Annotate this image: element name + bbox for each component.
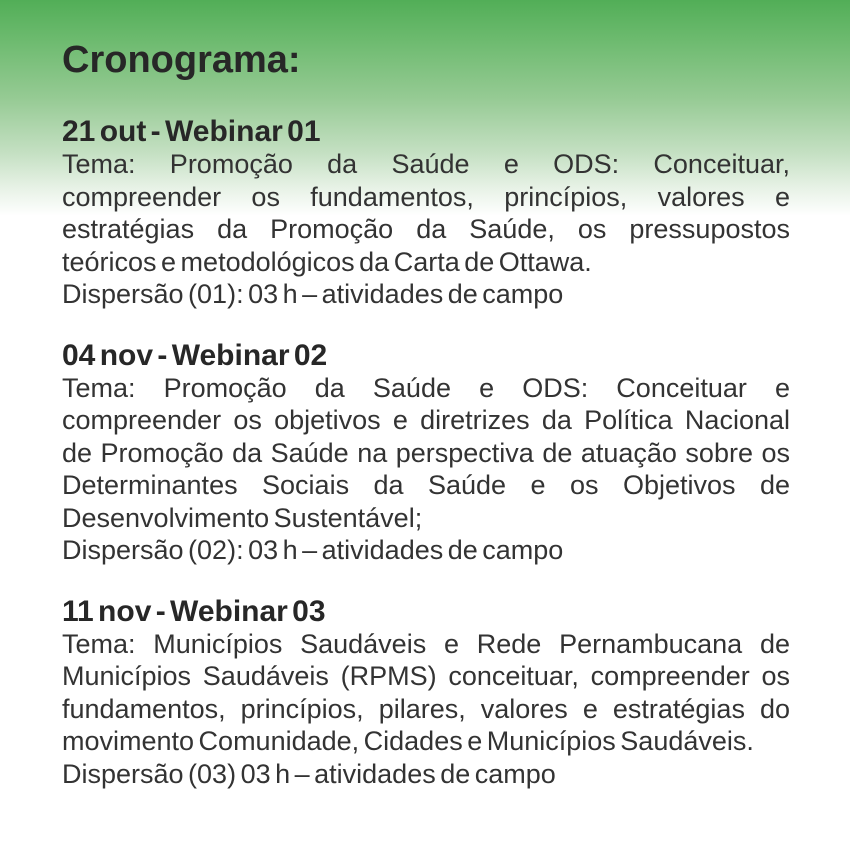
webinar-3-dispersion-line: Dispersão (03) 03 h – atividades de campo bbox=[62, 758, 556, 789]
webinar-1-theme-paragraph bbox=[62, 148, 790, 278]
theme-text-line: Tema: Municípios Saudáveis e Rede Pernambucana de bbox=[62, 628, 790, 659]
webinar-2-dispersion-line: Dispersão (02): 03 h – atividades de campo bbox=[62, 535, 564, 565]
theme-text-line: Desenvolvimento Sustentável; bbox=[62, 502, 423, 533]
webinar-1-date-heading: 21 out - Webinar 01 bbox=[62, 115, 321, 148]
theme-text-line: movimento Comunidade, Cidades e Municípios Saudáveis. bbox=[62, 726, 754, 756]
theme-text-line: fundamentos, princípios, pilares, valores e estratégias do bbox=[62, 693, 790, 724]
theme-text-line: compreender os fundamentos, princípios, valores e bbox=[62, 181, 790, 212]
webinar-2-theme-paragraph bbox=[62, 372, 790, 535]
webinar-3-theme-paragraph bbox=[62, 628, 790, 758]
theme-text-line: teóricos e metodológicos da Carta de Ottawa. bbox=[62, 246, 592, 277]
webinar-section-2 bbox=[62, 339, 790, 567]
webinar-1-dispersion-line: Dispersão (01): 03 h – atividades de campo bbox=[62, 279, 564, 309]
theme-text-line: Tema: Promoção da Saúde e ODS: Conceituar, bbox=[62, 149, 790, 179]
webinar-3-date-heading: 11 nov - Webinar 03 bbox=[62, 594, 326, 628]
theme-text-line: estratégias da Promoção da Saúde, os pressupostos bbox=[62, 214, 790, 244]
theme-text-line: Tema: Promoção da Saúde e ODS: Conceituar e bbox=[62, 372, 790, 403]
webinar-section-1 bbox=[62, 115, 790, 311]
theme-text-line: Municípios Saudáveis (RPMS) conceituar, compreender os bbox=[62, 661, 790, 691]
theme-text-line: compreender os objetivos e diretrizes da Política Nacional bbox=[62, 405, 790, 435]
webinar-section-3 bbox=[62, 595, 790, 791]
page-title: Cronograma: bbox=[62, 39, 301, 81]
webinar-2-date-heading: 04 nov - Webinar 02 bbox=[62, 338, 328, 372]
theme-text-line: Determinantes Sociais da Saúde e os Objetivos de bbox=[62, 470, 790, 500]
theme-text-line: de Promoção da Saúde na perspectiva de atuação sobre os bbox=[62, 437, 790, 468]
